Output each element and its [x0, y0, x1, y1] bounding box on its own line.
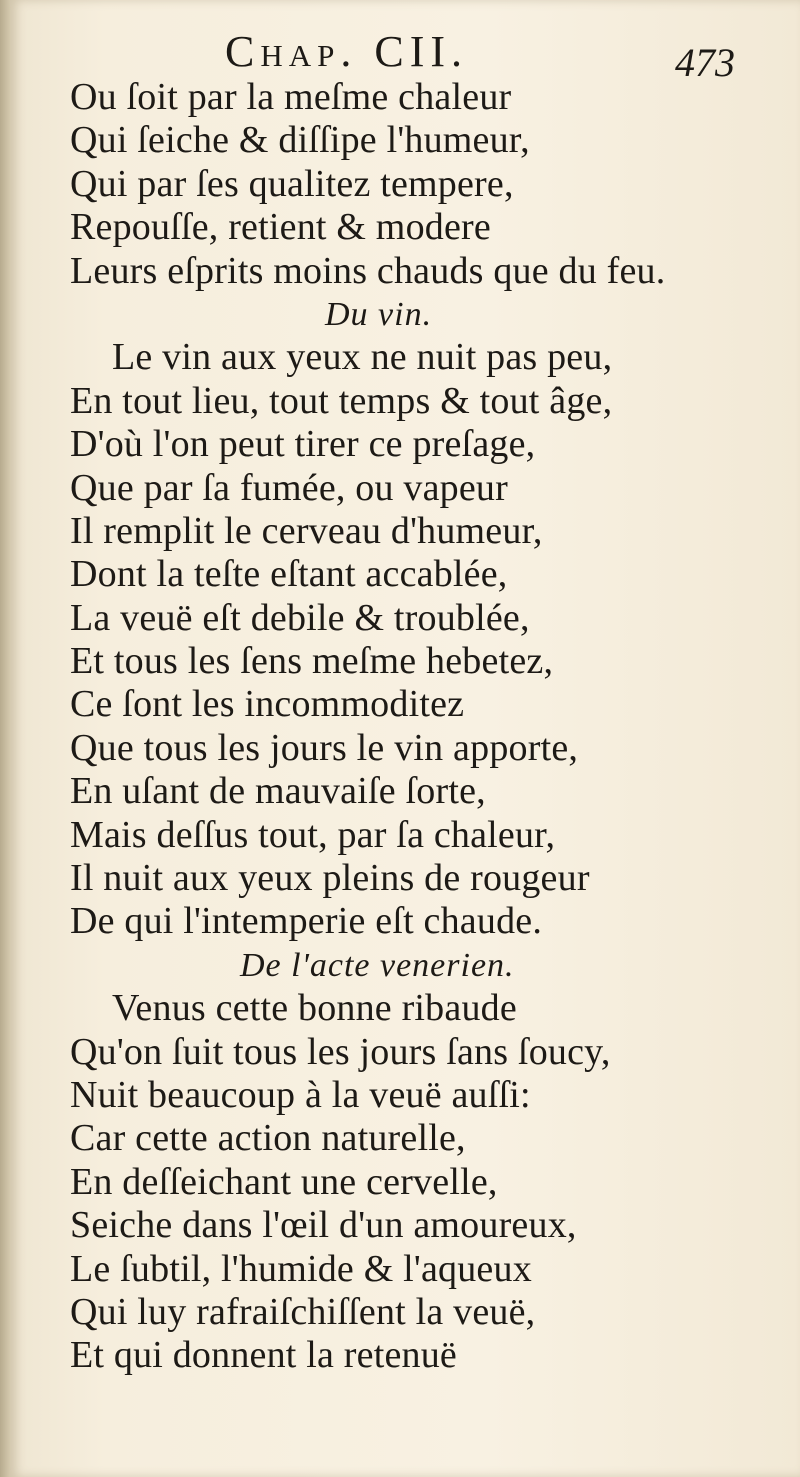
running-head: Chap. CII.: [225, 27, 469, 76]
verse-line: Qui ſeiche & diſſipe l'humeur,: [70, 119, 530, 162]
verse-line: Dont la teſte eſtant accablée,: [70, 553, 508, 596]
page-header: [10, 24, 800, 84]
verse-line: Ou ſoit par la meſme chaleur: [70, 76, 512, 118]
verse-line: Que par ſa fumée, ou vapeur: [70, 466, 508, 509]
verse-line: Venus cette bonne ribaude: [112, 987, 517, 1030]
verse-line: Le vin aux yeux ne nuit pas peu,: [112, 336, 613, 379]
verse-line: De qui l'intemperie eſt chaude.: [70, 900, 543, 943]
page-number: 473: [675, 40, 735, 85]
book-gutter: [0, 0, 10, 1477]
verse-line: En deſſeichant une cervelle,: [70, 1160, 498, 1203]
verse-line: Leurs eſprits moins chauds que du feu.: [70, 249, 666, 292]
verse-line: En tout lieu, tout temps & tout âge,: [70, 379, 613, 422]
verse-line: Mais deſſus tout, par ſa chaleur,: [70, 813, 556, 856]
verse-line: Nuit beaucoup à la veuë auſſi:: [70, 1073, 531, 1116]
verse-line: La veuë eſt debile & troublée,: [70, 596, 530, 639]
verse-line: Ce ſont les incommoditez: [70, 683, 465, 726]
verse-line: Car cette action naturelle,: [70, 1117, 466, 1160]
verse-line: Le ſubtil, l'humide & l'aqueux: [70, 1247, 532, 1290]
verse-line: D'où l'on peut tirer ce preſage,: [70, 423, 536, 466]
section-heading: Du vin.: [325, 295, 433, 333]
verse-line: Qui luy rafraiſchiſſent la veuë,: [70, 1290, 536, 1333]
verse-line: Que tous les jours le vin apporte,: [70, 726, 579, 769]
verse-line: Il nuit aux yeux pleins de rougeur: [70, 857, 590, 900]
verse-line: Repouſſe, retient & modere: [70, 206, 491, 249]
verse-line: Qui par ſes qualitez tempere,: [70, 162, 514, 205]
verse-line: En uſant de mauvaiſe ſorte,: [70, 770, 486, 813]
verse-line: Et tous les ſens meſme hebetez,: [70, 640, 554, 683]
book-page: [10, 0, 800, 1477]
section-heading: De l'acte venerien.: [240, 946, 515, 984]
verse-line: Qu'on ſuit tous les jours ſans ſoucy,: [70, 1030, 611, 1073]
verse-line: Il remplit le cerveau d'humeur,: [70, 509, 543, 552]
verse-line: Seiche dans l'œil d'un amoureux,: [70, 1204, 577, 1247]
verse-text: [70, 76, 770, 1378]
verse-line: Et qui donnent la retenuë: [70, 1334, 457, 1377]
